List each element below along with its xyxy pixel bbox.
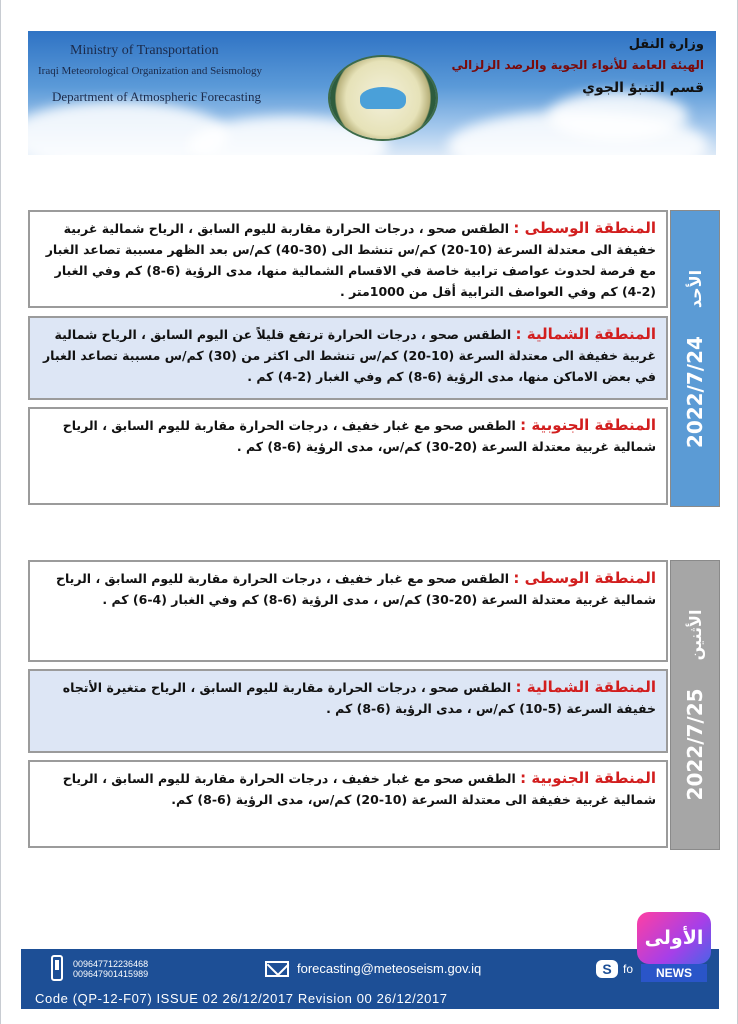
region-text: الطقس صحو ، درجات الحرارة مقاربة لليوم السابق ، الرياح متغيرة الأتجاه خفيفة السرعة (5-10) كم/س ، مدى الرؤية (6-8) كم . xyxy=(62,680,656,716)
footer-bar xyxy=(21,949,719,1009)
region-text: الطقس صحو مع غبار خفيف ، درجات الحرارة مقاربة لليوم السابق ، الرياح شمالية غربية معتدلة السرعة (20-30) كم/س، مدى الرؤية (6-8) كم . xyxy=(62,418,656,454)
region-text: الطقس صحو مع غبار خفيف ، درجات الحرارة مقاربة لليوم السابق ، الرياح شمالية غربية معتدلة السرعة (20-30) كم/س ، مدى الرؤية (6-8) كم وفي الغبار (4-6) كم . xyxy=(55,571,656,607)
forecast-date: 2022/7/25 xyxy=(683,688,707,801)
region-name: المنطقة الجنوبية : xyxy=(520,769,656,787)
region-central xyxy=(28,210,668,308)
region-name: المنطقة الوسطى : xyxy=(513,219,656,237)
forecast-day-name: الأثنين xyxy=(685,609,705,661)
region-north xyxy=(28,669,668,753)
ministry-name-ar: وزارة النقل xyxy=(628,37,704,52)
day-sideband xyxy=(670,210,720,507)
region-south xyxy=(28,407,668,505)
news-label: NEWS xyxy=(641,964,707,982)
phone-numbers xyxy=(73,959,148,979)
header-banner xyxy=(28,31,716,155)
day-forecast-2022-7-25 xyxy=(28,560,720,850)
region-text: الطقس صحو ، درجات الحرارة ترتفع قليلاً عن اليوم السابق ، الرياح شمالية غربية خفيفة الى معتدلة السرعة (10-20) كم/س تنشط الى اكثر من (30) كم/س مسببة تصاعد الغبار في بعض الاماكن منها، مدى الرؤية (6-8) كم وفي الغبار (2-4) كم . xyxy=(42,327,656,384)
region-name: المنطقة الجنوبية : xyxy=(520,416,656,434)
day-forecast-2022-7-24 xyxy=(28,210,720,507)
email-link[interactable]: forecasting@meteoseism.gov.iq xyxy=(297,961,482,976)
organization-seal-icon xyxy=(330,57,436,139)
region-south xyxy=(28,760,668,848)
forecast-date: 2022/7/24 xyxy=(683,335,707,448)
news-watermark xyxy=(637,912,711,982)
organization-name-ar: الهيئة العامة للأنواء الجوية والرصد الزلزالي xyxy=(451,58,704,72)
region-text: الطقس صحو ، درجات الحرارة مقاربة لليوم السابق ، الرياح شمالية غربية خفيفة الى معتدلة السرعة (10-20) كم/س تنشط الى (30-40) كم/س بعد الظهر مسببة تصاعد الغبار مع فرصة لحدوث عواصف ترابية خاصة في الاقسام الشمالية منها، مدى الرؤية (6-8) كم وفي الغبار (2-4) كم وفي العواصف الترابية أقل من 1000متر . xyxy=(45,221,656,299)
region-name: المنطقة الوسطى : xyxy=(513,569,656,587)
phone-number: 009647901415989 xyxy=(73,969,149,979)
news-logo-icon: الأولى xyxy=(637,912,711,964)
region-central xyxy=(28,560,668,662)
region-north xyxy=(28,316,668,400)
document-code-line: Code (QP-12-F07) ISSUE 02 26/12/2017 Revision 00 26/12/2017 xyxy=(35,991,448,1006)
phone-number: 009647712236468 xyxy=(73,959,149,969)
region-text: الطقس صحو مع غبار خفيف ، درجات الحرارة مقاربة لليوم السابق ، الرياح شمالية غربية خفيفة الى معتدلة السرعة (10-20) كم/س، مدى الرؤية (6-8) كم. xyxy=(62,771,656,807)
region-name: المنطقة الشمالية : xyxy=(515,325,656,343)
department-name-ar: قسم التنبؤ الجوي xyxy=(582,80,704,96)
region-name: المنطقة الشمالية : xyxy=(515,678,656,696)
day-sideband xyxy=(670,560,720,850)
mail-icon xyxy=(265,961,289,977)
arabic-header xyxy=(452,37,704,96)
forecast-day-name: الأحد xyxy=(685,269,705,308)
skype-text: fo xyxy=(623,962,634,976)
department-name-en: Department of Atmospheric Forecasting xyxy=(52,89,262,104)
phone-icon xyxy=(51,955,63,981)
organization-name-en: Iraqi Meteorological Organization and Seismology xyxy=(38,65,263,77)
ministry-name-en: Ministry of Transportation xyxy=(70,43,219,58)
skype-icon: S xyxy=(596,960,618,978)
